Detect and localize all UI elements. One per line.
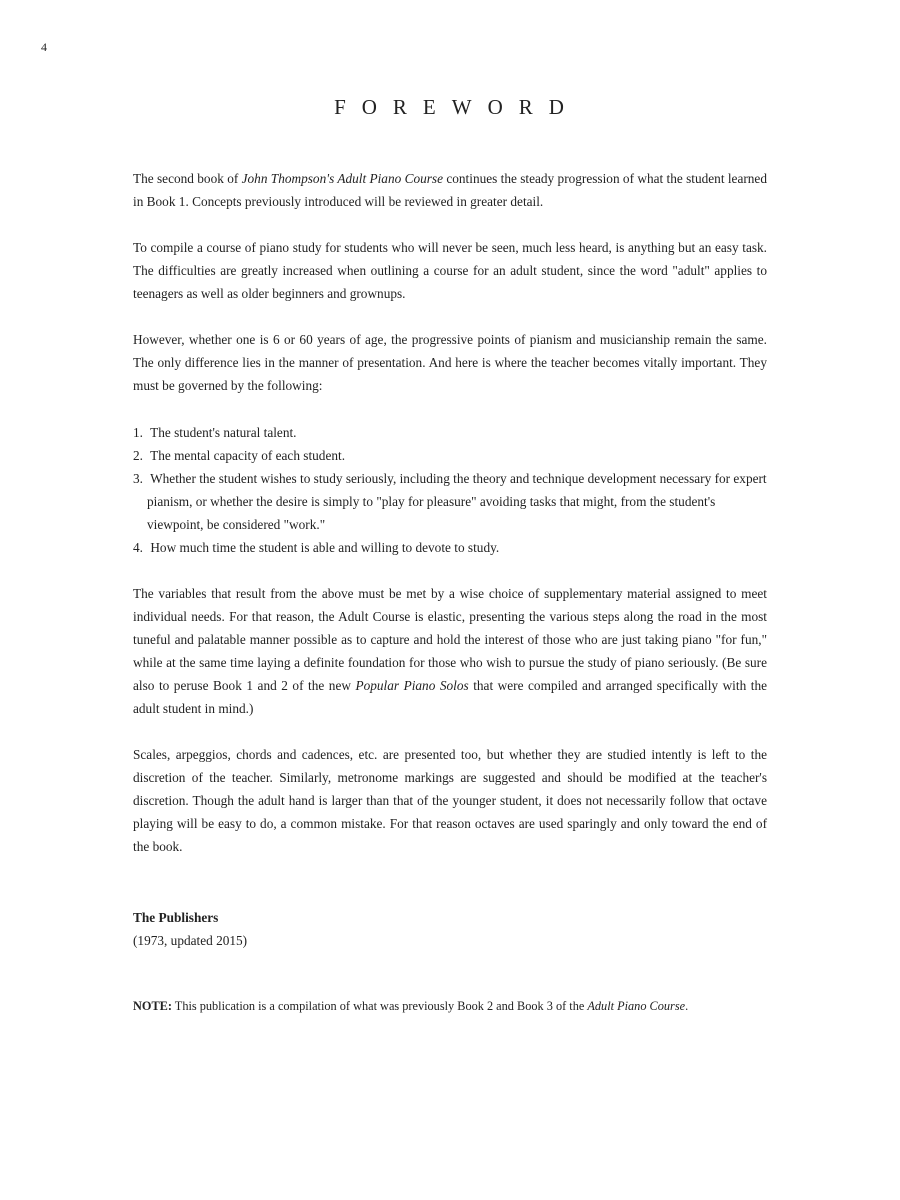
list-text: The student's natural talent. <box>150 425 297 440</box>
note-label: NOTE: <box>133 999 172 1013</box>
book-title: Popular Piano Solos <box>355 678 469 693</box>
governing-factors-list <box>133 421 767 559</box>
book-title: John Thompson's Adult Piano Course <box>241 171 444 186</box>
publication-note <box>133 996 767 1016</box>
list-item <box>133 421 767 444</box>
paragraph-variables <box>133 582 767 720</box>
paragraph-scales: Scales, arpeggios, chords and cadences, etc. are presented too, but whether they are studied intently is left to the discretion of the teacher. Similarly, metronome markings are suggested and should be modified at the teacher's discretion. Though the adult hand is larger than that of the younger student, it does not necessarily follow that octave playing will be easy to do, a common mistake. For that reason octaves are used sparingly and only toward the end of the book. <box>133 747 767 854</box>
note-text: This publication is a compilation of what was previously Book 2 and Book 3 of the <box>171 999 588 1013</box>
paragraph-progressive-points: However, whether one is 6 or 60 years of age, the progressive points of pianism and musicianship remain the same. The only difference lies in the manner of presentation. And here is where the teacher becomes vitally important. They must be governed by the following: <box>133 332 767 393</box>
paragraph-text: continues the steady progression of what the student learned in Book 1. Concepts previously introduced will be reviewed in greater detail. <box>133 171 767 209</box>
signature-block <box>133 906 767 952</box>
list-item <box>133 444 767 467</box>
list-number: 2. <box>133 448 143 463</box>
list-number: 4. <box>133 540 143 555</box>
paragraph-text: that were compiled and arranged specifically with the adult student in mind.) <box>133 678 767 716</box>
list-text: How much time the student is able and willing to devote to study. <box>150 540 500 555</box>
signature-name: The Publishers <box>133 910 219 925</box>
paragraph-text: The second book of <box>133 171 242 186</box>
page-title: FOREWORD <box>334 95 580 119</box>
list-item <box>133 467 767 536</box>
list-number: 3. <box>133 471 143 486</box>
list-text: The mental capacity of each student. <box>150 448 346 463</box>
signature-date: (1973, updated 2015) <box>133 933 248 948</box>
paragraph-intro <box>133 167 767 213</box>
book-title: Adult Piano Course <box>587 999 686 1013</box>
foreword-body <box>133 167 767 1016</box>
list-text: Whether the student wishes to study seriously, including the theory and technique development necessary for expert pianism, or whether the desire is simply to "play for pleasure" avoiding tasks that might, from the student's viewpoint, be considered "work." <box>147 471 767 532</box>
note-text: . <box>685 999 689 1013</box>
paragraph-compile: To compile a course of piano study for students who will never be seen, much less heard, is anything but an easy task. The difficulties are greatly increased when outlining a course for an adult student, since the word "adult" applies to teenagers as well as older beginners and grownups. <box>133 240 767 301</box>
page-number: 4 <box>41 40 47 54</box>
list-item <box>133 536 767 559</box>
list-number: 1. <box>133 425 143 440</box>
paragraph-text: The variables that result from the above must be met by a wise choice of supplementary material assigned to meet individual needs. For that reason, the Adult Course is elastic, presenting the various steps along the road in the most tuneful and palatable manner possible as to capture and hold the interest of those who are just taking piano "for fun," while at the same time laying a definite foundation for those who wish to pursue the study of piano seriously. (Be sure also to peruse Book 1 and 2 of the new <box>133 586 767 693</box>
